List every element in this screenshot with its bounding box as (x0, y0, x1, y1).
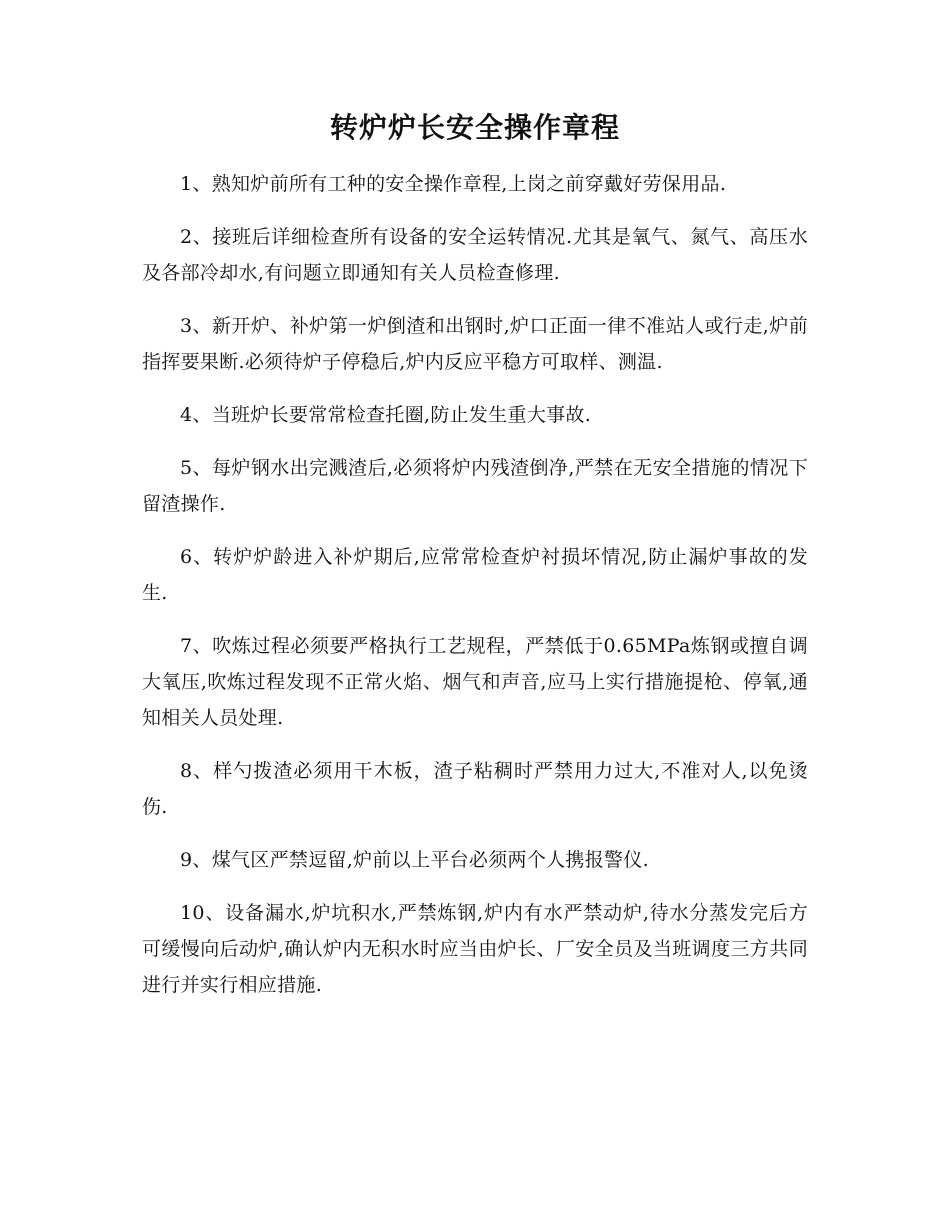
paragraph-7: 7、吹炼过程必须要严格执行工艺规程，严禁低于0.65MPa炼钢或擅自调大氧压,吹炼过程发现不正常火焰、烟气和声音,应马上实行措施提枪、停氧,通知相关人员处理. (142, 635, 808, 729)
paragraph-6: 6、转炉炉龄进入补炉期后,应常常检查炉衬损坏情况,防止漏炉事故的发生. (142, 546, 808, 604)
document-body (142, 166, 808, 1020)
paragraph-4: 4、当班炉长要常常检查托圈,防止发生重大事故. (180, 404, 592, 426)
paragraph-1: 1、熟知炉前所有工种的安全操作章程,上岗之前穿戴好劳保用品. (180, 173, 727, 195)
paragraph-8: 8、样勺拨渣必须用干木板，渣子粘稠时严禁用力过大,不准对人,以免烫伤. (142, 760, 808, 818)
paragraph-5: 5、每炉钢水出完溅渣后,必须将炉内残渣倒净,严禁在无安全措施的情况下留渣操作. (142, 457, 808, 515)
paragraph-9: 9、煤气区严禁逗留,炉前以上平台必须两个人携报警仪. (180, 849, 649, 871)
paragraph-3: 3、新开炉、补炉第一炉倒渣和出钢时,炉口正面一律不准站人或行走,炉前指挥要果断.必须待炉子停稳后,炉内反应平稳方可取样、测温. (142, 315, 808, 373)
paragraph-10: 10、设备漏水,炉坑积水,严禁炼钢,炉内有水严禁动炉,待水分蒸发完后方可缓慢向后动炉,确认炉内无积水时应当由炉长、厂安全员及当班调度三方共同进行并实行相应措施. (142, 902, 808, 996)
document-title: 转炉炉长安全操作章程 (329, 111, 620, 144)
paragraph-2: 2、接班后详细检查所有设备的安全运转情况.尤其是氧气、氮气、高压水及各部冷却水,有问题立即通知有关人员检查修理. (142, 226, 808, 284)
